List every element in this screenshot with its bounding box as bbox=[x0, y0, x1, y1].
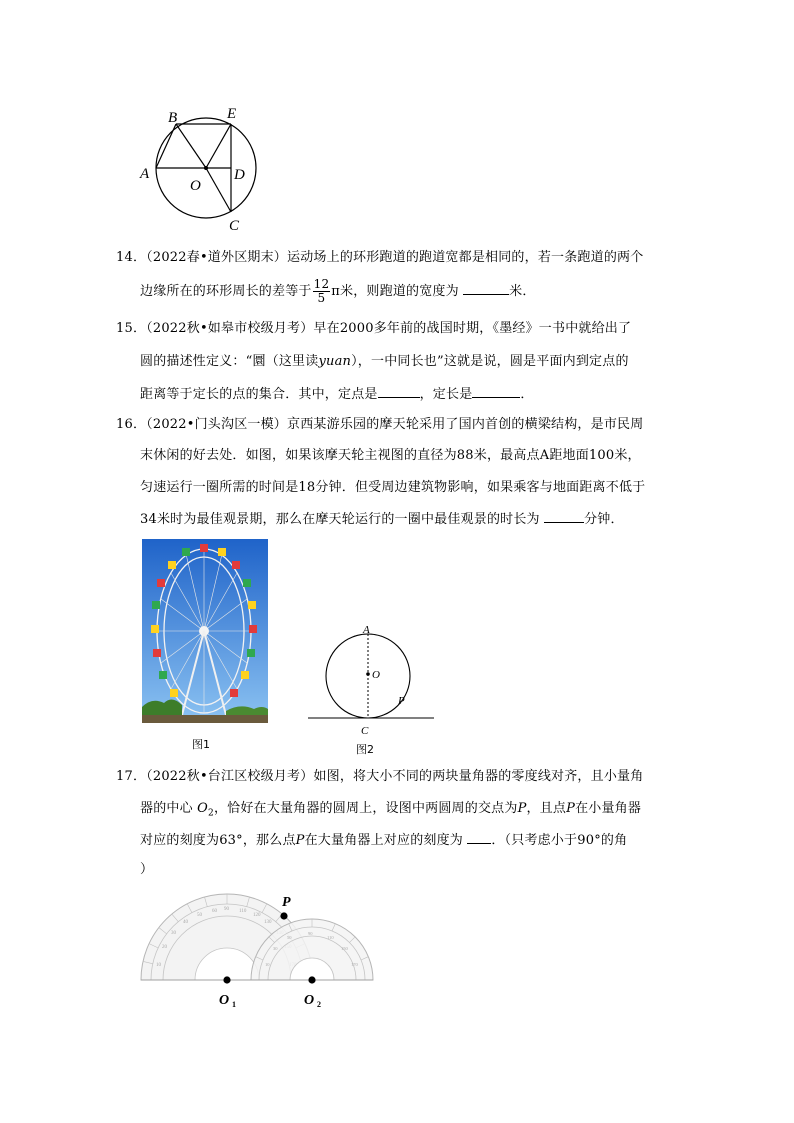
svg-text:10: 10 bbox=[156, 963, 161, 968]
label-B: B bbox=[168, 110, 178, 126]
protractors-figure bbox=[138, 888, 388, 1010]
q14-source: （2022春•道外区期末） bbox=[146, 250, 288, 265]
q17-source: （2022秋•台江区校级月考） bbox=[146, 769, 314, 784]
q15-line3-b: ，定长是 bbox=[419, 387, 473, 402]
q16-line4-a: 34米时为最佳观景期，那么在摩天轮运行的一圈中最佳观景的时长为 bbox=[140, 512, 540, 527]
q17-line2-f: 在小量角器 bbox=[575, 801, 642, 816]
svg-text:150: 150 bbox=[341, 946, 348, 951]
svg-text:110: 110 bbox=[327, 935, 334, 940]
q17-line2-sym: O bbox=[197, 801, 209, 816]
q16-answer-blank[interactable] bbox=[544, 510, 584, 523]
question-15 bbox=[116, 320, 631, 338]
q17-line3-a: 对应的刻度为63°，那么点 bbox=[140, 833, 296, 848]
q14-line2-post: π米，则跑道的宽度为 bbox=[331, 284, 459, 299]
q17-line3-b: P bbox=[295, 833, 305, 848]
q17-line2-e: P bbox=[566, 801, 576, 816]
q15-number: 15． bbox=[116, 321, 147, 336]
svg-text:110: 110 bbox=[239, 909, 247, 914]
q16-line1: 京西某游乐园的摩天轮采用了国内首创的横梁结构，是市民周 bbox=[287, 417, 644, 432]
label-A: A bbox=[140, 166, 150, 182]
circle-figure-q13 bbox=[130, 100, 270, 235]
question-17 bbox=[116, 768, 643, 786]
q16-number: 16． bbox=[116, 417, 147, 432]
question-15-line2 bbox=[140, 353, 629, 371]
figure-2-caption: 图2 bbox=[356, 743, 374, 756]
svg-text:50: 50 bbox=[197, 913, 202, 918]
q14-line2-pre: 边缘所在的环形周长的差等于 bbox=[140, 284, 312, 299]
q16-line3: 匀速运行一圈所需的时间是18分钟．但受周边建筑物影响，如果乘客与地面距离不低于 bbox=[140, 480, 646, 495]
q15-line2-a: 圆的描述性定义：“圜（这里读 bbox=[140, 354, 319, 369]
q15-line1: 早在2000多年前的战国时期，《墨经》一书中就给出了 bbox=[313, 321, 632, 336]
q14-fraction bbox=[313, 278, 331, 305]
q14-answer-blank[interactable] bbox=[463, 282, 509, 295]
q16-line4-b: 分钟． bbox=[584, 512, 624, 527]
label-E: E bbox=[227, 106, 237, 122]
question-14 bbox=[116, 249, 643, 267]
q14-fraction-numerator: 12 bbox=[313, 277, 330, 291]
svg-text:60: 60 bbox=[212, 909, 217, 914]
figure-1-caption: 图1 bbox=[192, 738, 210, 751]
q16-line2: 末休闲的好去处．如图，如果该摩天轮主视图的直径为88米，最高点A距地面100米， bbox=[140, 448, 641, 463]
q17-number: 17． bbox=[116, 769, 147, 784]
q15-blank-fixed-length[interactable] bbox=[472, 385, 520, 398]
q17-line2-b: ，恰好在大量角器的圆周上，设图中两圆周的交点为 bbox=[213, 801, 518, 816]
q17-line2-a: 器的中心 bbox=[140, 801, 193, 816]
svg-text:130: 130 bbox=[264, 920, 272, 925]
protractor-label-O1: O bbox=[219, 993, 230, 1008]
label-C: C bbox=[229, 218, 240, 234]
protractor-label-O2-sub: 2 bbox=[317, 1000, 321, 1009]
question-14-line2 bbox=[140, 278, 536, 305]
fig2-label-P: P bbox=[398, 695, 405, 707]
question-15-line3 bbox=[140, 385, 534, 404]
svg-text:30: 30 bbox=[273, 946, 278, 951]
protractor-label-O2: O bbox=[304, 993, 315, 1008]
q17-line1: 如图，将大小不同的两块量角器的零度线对齐，且小量角 bbox=[313, 769, 644, 784]
label-D: D bbox=[234, 167, 245, 183]
svg-text:90: 90 bbox=[224, 907, 229, 912]
question-16-line4 bbox=[140, 510, 624, 529]
ferris-wheel-diagram bbox=[300, 620, 440, 740]
svg-text:40: 40 bbox=[183, 920, 188, 925]
question-17-line3 bbox=[140, 831, 627, 850]
svg-text:50: 50 bbox=[287, 935, 292, 940]
svg-text:10: 10 bbox=[265, 962, 270, 967]
ferris-wheel-photo bbox=[142, 539, 268, 723]
q15-line3-a: 距离等于定长的点的集合．其中，定点是 bbox=[140, 387, 378, 402]
q15-source: （2022秋•如皋市校级月考） bbox=[146, 321, 314, 336]
q17-line2-d: ，且点 bbox=[526, 801, 567, 816]
q14-fraction-denominator: 5 bbox=[317, 291, 326, 305]
question-17-line4 bbox=[140, 861, 153, 879]
protractor-label-O1-sub: 1 bbox=[232, 1000, 236, 1009]
q17-line4: ） bbox=[140, 862, 154, 877]
fig2-label-C: C bbox=[361, 725, 369, 737]
question-16 bbox=[116, 416, 643, 434]
svg-text:30: 30 bbox=[171, 931, 176, 936]
svg-text:90: 90 bbox=[308, 931, 313, 936]
svg-text:20: 20 bbox=[162, 945, 167, 950]
svg-text:120: 120 bbox=[253, 913, 261, 918]
q14-line1: 运动场上的环形跑道的跑道宽都是相同的，若一条跑道的两个 bbox=[287, 250, 644, 265]
question-17-line2 bbox=[140, 800, 641, 823]
question-16-line2 bbox=[140, 447, 641, 465]
q15-line3-c: ． bbox=[520, 387, 534, 402]
label-O: O bbox=[190, 178, 201, 194]
q14-number: 14． bbox=[116, 250, 147, 265]
q15-line2-italic: yuan bbox=[318, 354, 352, 369]
q17-answer-blank[interactable] bbox=[467, 831, 491, 844]
q17-line2-sub: 2 bbox=[208, 808, 214, 819]
question-16-line3 bbox=[140, 479, 645, 497]
q16-source: （2022•门头沟区一模） bbox=[146, 417, 288, 432]
svg-text:170: 170 bbox=[351, 962, 358, 967]
q15-line2-b: ），一中同长也”这就是说，圆是平面内到定点的 bbox=[351, 354, 629, 369]
q15-blank-fixed-point[interactable] bbox=[378, 385, 420, 398]
q17-line2-c: P bbox=[517, 801, 527, 816]
fig2-label-A: A bbox=[363, 624, 370, 636]
q14-line2-end: 米． bbox=[509, 284, 536, 299]
fig2-label-O: O bbox=[372, 669, 380, 681]
q17-line3-d: ．（只考虑小于90°的角 bbox=[491, 833, 628, 848]
protractor-label-P: P bbox=[282, 895, 291, 910]
q17-line3-c: 在大量角器上对应的刻度为 bbox=[304, 833, 464, 848]
